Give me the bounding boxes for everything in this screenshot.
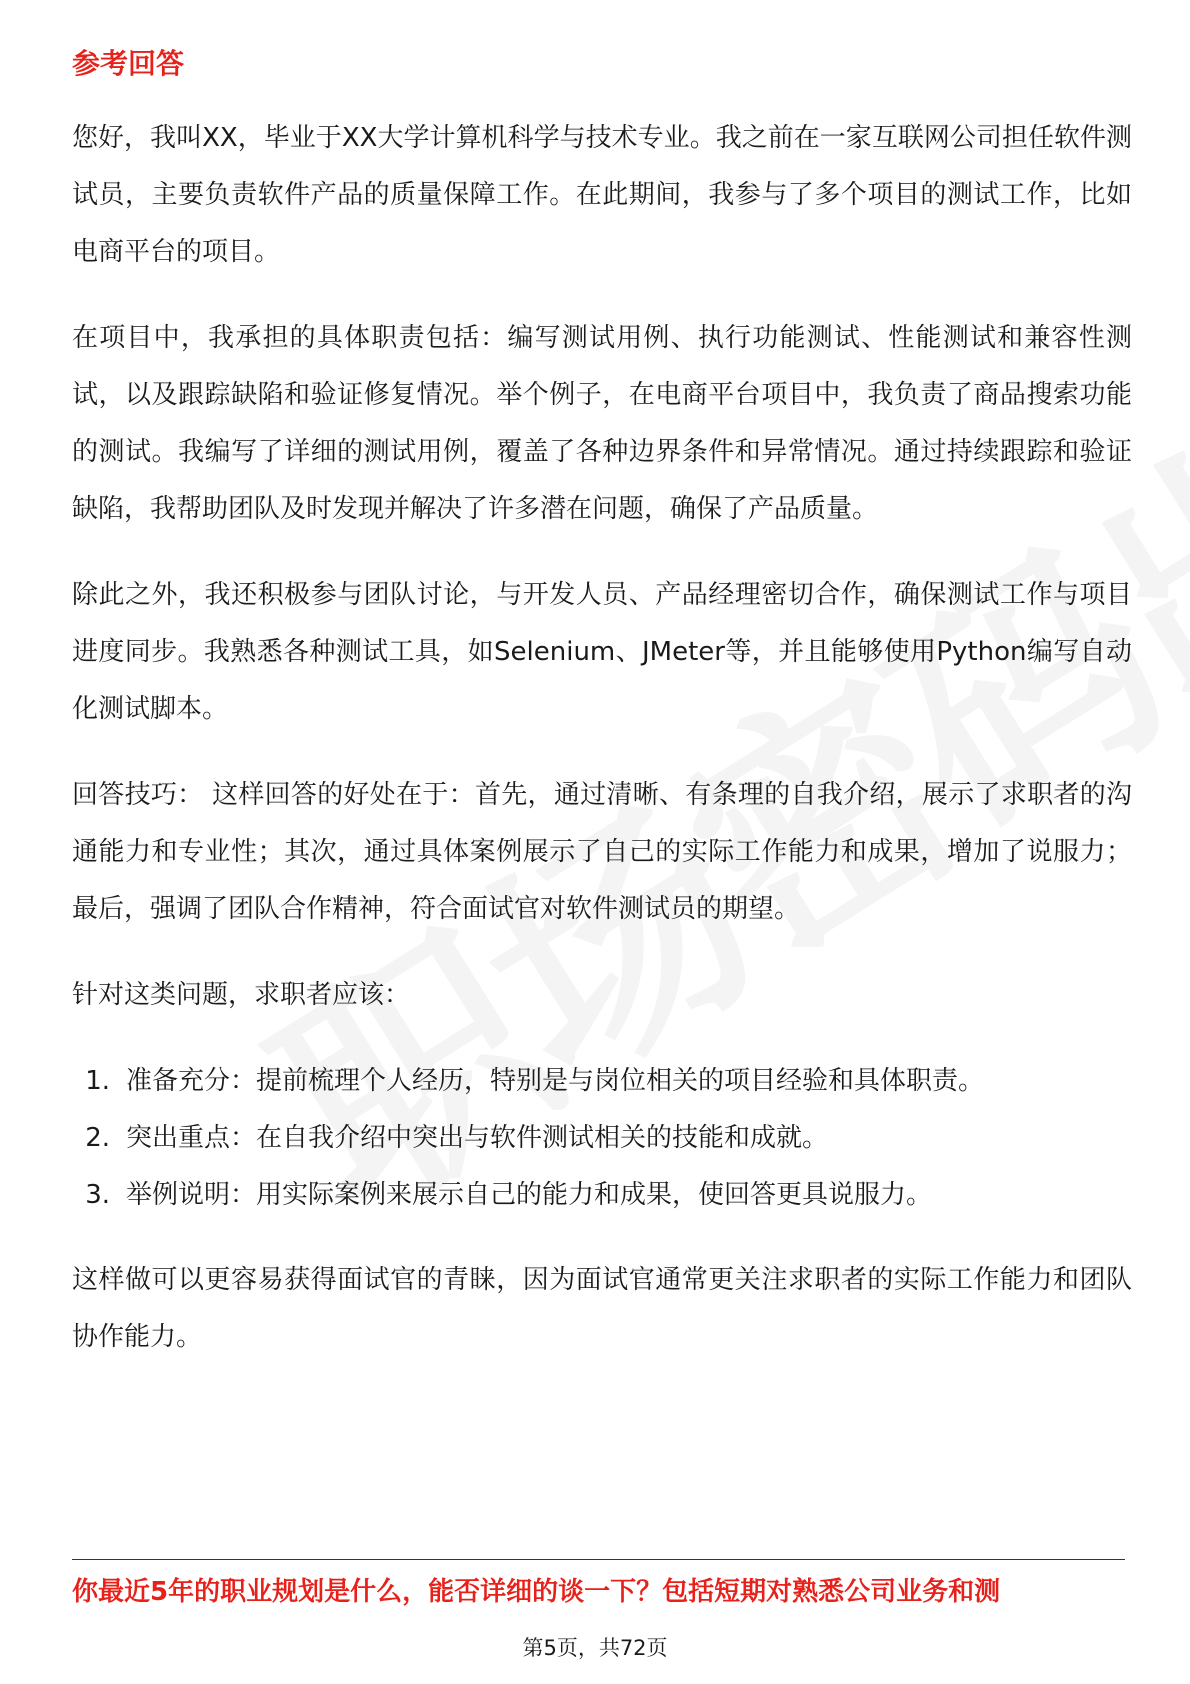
answer-tips-paragraph: 回答技巧： 这样回答的好处在于：首先，通过清晰、有条理的自我介绍，展示了求职者的沟通能力和专业性；其次，通过具体案例展示了自己的实际工作能力和成果，增加了说服力；最后，强调了团队合作精神，符合面试官对软件测试员的期望。 <box>72 780 1132 924</box>
closing-paragraph: 这样做可以更容易获得面试官的青睐，因为面试官通常更关注求职者的实际工作能力和团队协作能力。 <box>72 1265 1132 1352</box>
advice-list <box>72 1053 1132 1224</box>
next-question-heading: 你最近5年的职业规划是什么，能否详细的谈一下？包括短期对熟悉公司业务和测 <box>72 1577 1001 1607</box>
list-item <box>72 1167 1132 1224</box>
answer-paragraph-1: 您好，我叫XX，毕业于XX大学计算机科学与技术专业。我之前在一家互联网公司担任软件测试员，主要负责软件产品的质量保障工作。在此期间，我参与了多个项目的测试工作，比如电商平台的项目。 <box>72 123 1132 267</box>
list-text: 准备充分：提前梳理个人经历，特别是与岗位相关的项目经验和具体职责。 <box>126 1066 985 1096</box>
answer-paragraph-3: 除此之外，我还积极参与团队讨论，与开发人员、产品经理密切合作，确保测试工作与项目进度同步。我熟悉各种测试工具，如Selenium、JMeter等，并且能够使用Python编写自动化测试脚本。 <box>72 580 1132 724</box>
list-text: 突出重点：在自我介绍中突出与软件测试相关的技能和成就。 <box>126 1123 829 1153</box>
list-number: 2. <box>85 1123 110 1153</box>
section-heading: 参考回答 <box>72 47 185 80</box>
list-number: 1. <box>85 1066 110 1096</box>
list-number: 3. <box>85 1180 110 1210</box>
list-text: 举例说明：用实际案例来展示自己的能力和成果，使回答更具说服力。 <box>126 1180 933 1210</box>
answer-paragraph-2: 在项目中，我承担的具体职责包括：编写测试用例、执行功能测试、性能测试和兼容性测试，以及跟踪缺陷和验证修复情况。举个例子，在电商平台项目中，我负责了商品搜索功能的测试。我编写了详细的测试用例，覆盖了各种边界条件和异常情况。通过持续跟踪和验证缺陷，我帮助团队及时发现并解决了许多潜在问题，确保了产品质量。 <box>72 323 1132 524</box>
list-item <box>72 1053 1132 1110</box>
divider <box>72 1559 1125 1560</box>
list-item <box>72 1110 1132 1167</box>
advice-intro: 针对这类问题，求职者应该： <box>72 980 411 1010</box>
page-number: 第5页，共72页 <box>522 1636 668 1660</box>
page-content <box>72 44 1132 1395</box>
